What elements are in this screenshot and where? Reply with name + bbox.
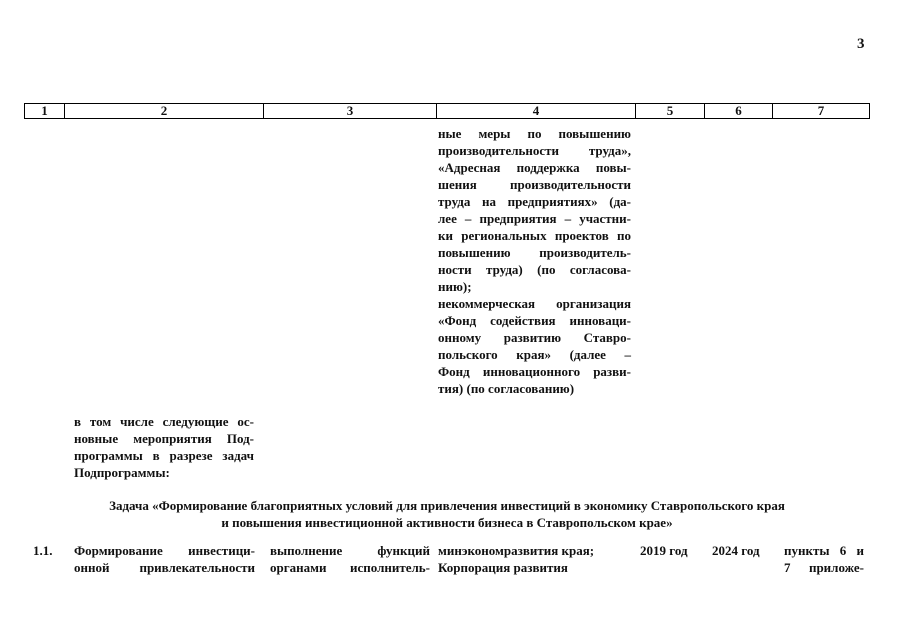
table-header-row bbox=[24, 103, 870, 119]
text-line: органами исполнитель- bbox=[270, 560, 430, 575]
text-line: шения производительности bbox=[438, 177, 631, 192]
text-line: некоммерческая организация bbox=[438, 296, 631, 311]
text-line: лее – предприятия – участни- bbox=[438, 211, 631, 226]
header-col-1: 1 bbox=[25, 104, 65, 118]
col2-intro-text bbox=[74, 413, 254, 481]
text-line: минэкономразвития края; bbox=[438, 543, 595, 558]
header-col-2: 2 bbox=[65, 104, 264, 118]
text-line: ности труда) (по согласова- bbox=[438, 262, 631, 277]
header-col-7: 7 bbox=[817, 103, 825, 118]
text-line: новные мероприятия Под- bbox=[74, 431, 254, 446]
text-line: ные меры по повышению bbox=[438, 126, 631, 141]
row-col4 bbox=[438, 542, 594, 576]
col4-continuation-text bbox=[438, 125, 631, 397]
task-heading-line: Задача «Формирование благоприятных условий для привлечения инвестиций в экономику Ставропольского края bbox=[109, 498, 785, 513]
text-line: Фонд инновационного разви- bbox=[438, 364, 631, 379]
task-heading-line: и повышения инвестиционной активности бизнеса в Ставропольском крае» bbox=[221, 515, 673, 530]
text-line: Корпорация развития bbox=[438, 560, 568, 575]
text-line: Формирование инвестици- bbox=[74, 543, 255, 558]
text-line: программы в разрезе задач bbox=[74, 448, 254, 463]
text-line: в том числе следующие ос- bbox=[74, 414, 254, 429]
text-line: онному развитию Ставро- bbox=[438, 330, 631, 345]
text-line: тия) (по согласованию) bbox=[438, 381, 575, 396]
header-col-5: 5 bbox=[636, 104, 705, 118]
page-number: 3 bbox=[857, 36, 865, 52]
header-col-6: 6 bbox=[705, 104, 773, 118]
text-line: онной привлекательности bbox=[74, 560, 255, 575]
row-col7 bbox=[784, 542, 864, 576]
row-number: 1.1. bbox=[33, 543, 53, 558]
text-line: производительности труда», bbox=[438, 143, 631, 158]
text-line: Подпрограммы: bbox=[74, 465, 170, 480]
row-col6-end-year: 2024 год bbox=[712, 543, 760, 558]
text-line: выполнение функций bbox=[270, 543, 430, 558]
text-line: повышению производитель- bbox=[438, 245, 631, 260]
text-line: 7 приложе- bbox=[784, 560, 864, 575]
row-col3 bbox=[270, 542, 430, 576]
row-col5-start-year: 2019 год bbox=[640, 543, 688, 558]
header-col-3: 3 bbox=[264, 104, 437, 118]
text-line: нию); bbox=[438, 279, 472, 294]
text-line: «Адресная поддержка повы- bbox=[438, 160, 631, 175]
text-line: польского края» (далее – bbox=[438, 347, 631, 362]
row-col2 bbox=[74, 542, 255, 576]
text-line: труда на предприятиях» (да- bbox=[438, 194, 631, 209]
text-line: ки региональных проектов по bbox=[438, 228, 631, 243]
text-line: «Фонд содействия инноваци- bbox=[438, 313, 631, 328]
task-heading bbox=[24, 497, 870, 531]
text-line: пункты 6 и bbox=[784, 543, 864, 558]
header-col-4: 4 bbox=[437, 104, 636, 118]
